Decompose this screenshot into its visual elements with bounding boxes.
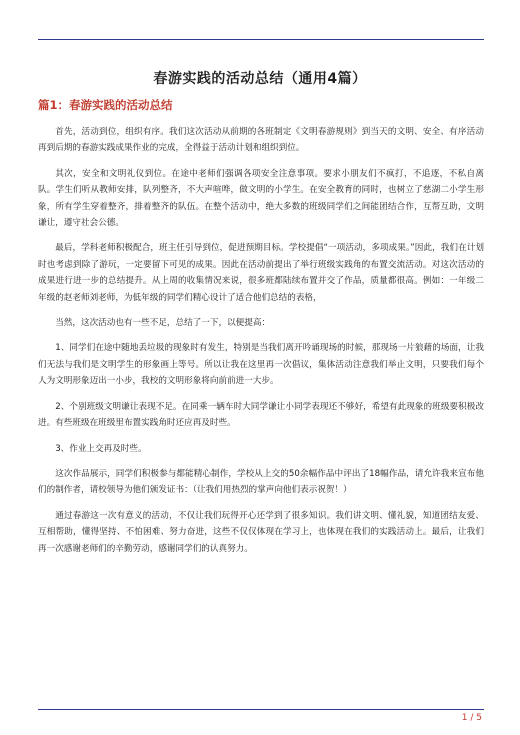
document-body: [38, 124, 484, 566]
paragraph: 3、作业上交再及时些。: [55, 443, 147, 454]
paragraph: 通过春游这一次有意义的活动，不仅让我们玩得开心还学到了很多知识。我们讲文明、懂礼貌，知道团结友爱、互相帮助，懂得坚持、不怕困难、努力奋进，这些不仅仅体现在学习上，也体现在我们的实践活动上。最后，让我们再一次感谢老师们的辛勤劳动，感谢同学们的认真努力。: [38, 510, 484, 554]
paragraph: 首先，活动到位，组织有序。我们这次活动从前期的各班制定《文明春游规则》到当天的文明、安全、有序活动再到后期的春游实践成果作业的完成，全得益于活动计划和组织到位。: [38, 127, 484, 154]
page-title: 春游实践的活动总结（通用4篇）: [153, 71, 367, 87]
page-number: 1 / 5: [461, 713, 482, 723]
paragraph: 1、同学们在途中随地丢垃圾的现象时有发生，特别是当我们离开吟诵现场的时候，那现场一片狼藉的场面，让我们无法与我们是文明学生的形象画上等号。所以让我在这里再一次倡议，集体活动注意我们举止文明，只要我们每个人为文明形象迈出一小步，我校的文明形象将向前前进一大步。: [38, 343, 484, 387]
section-heading: 篇1：春游实践的活动总结: [38, 98, 173, 112]
paragraph: 其次，安全和文明礼仪到位。在途中老师们强调各项安全注意事项。要求小朋友们不疯打，不追逐，不私自离队。学生们听从教师安排，队列整齐，不大声喧哗，做文明的小学生。在安全教育的同时，也树立了慈湖二小学生形象，所有学生穿着整齐，排着整齐的队伍。在整个活动中，绝大多数的班级同学们之间能团结合作，互帮互助，文明谦让，遵守社会公德。: [38, 168, 484, 229]
paragraph: 当然，这次活动也有一些不足，总结了一下，以便提高：: [55, 318, 271, 329]
paragraph: 2、个别班级文明谦让表现不足。在同乘一辆车时大同学谦让小同学表现还不够好，希望有此现象的班级要积极改进。有些班级在班级里布置实践角时还应再及时些。: [38, 401, 484, 429]
paragraph: 这次作品展示，同学们积极参与都能精心制作，学校从上交的50余幅作品中评出了18幅作品，请允许我来宣布他们的制作者，请校领导为他们颁发证书：（让我们用热烈的掌声向他们表示祝贺！）: [38, 468, 484, 496]
paragraph: 最后，学科老师积极配合，班主任引导到位，促进预期目标。学校提倡“一项活动，多项成果。”因此，我们在计划时也考虑到除了游玩，一定要留下可见的成果。因此在活动前提出了举行班级实践角的布置交流活动。对这次活动的成果进行进一步的总结提升。从上周的收集情况来说，很多班都陆续布置并交了作品，质量都很高。例如：一年级二年级的赵老师刘老师，为低年级的同学们精心设计了适合他们总结的表格，: [38, 243, 484, 303]
header-rule: [38, 39, 484, 40]
footer-rule: [38, 709, 484, 710]
